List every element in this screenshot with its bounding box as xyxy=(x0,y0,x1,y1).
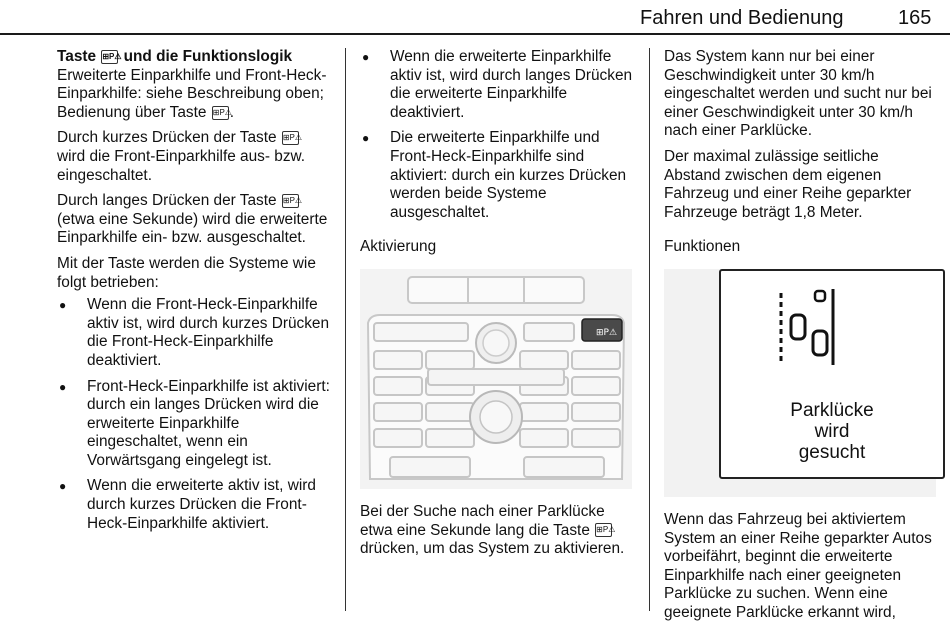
paragraph-text-end: (etwa eine Sekunde) wird die erweiterte Einparkhilfe ein- bzw. ausgeschaltet. xyxy=(57,210,328,247)
paragraph: Das System kann nur bei einer Geschwindigkeit unter 30 km/h eingeschaltet werden und sucht nur bei einer Geschwindigkeit unter 30 km/h nach einer Parklücke. xyxy=(664,48,932,140)
running-header-title: Fahren und Bedienung xyxy=(640,7,844,29)
paragraph xyxy=(57,192,332,248)
paragraph-text-end: wird die Front-Einparkhilfe aus- bzw. eingeschaltet. xyxy=(57,147,306,184)
list-item: ● Wenn die Front-Heck-Einparkhilfe aktiv ist, wird durch kurzes Drücken die Front-Heck-Einparkhilfe deaktiviert. xyxy=(57,296,332,370)
page-number: 165 xyxy=(898,7,932,29)
paragraph: Mit der Taste werden die Systeme wie folgt betrieben: xyxy=(57,254,316,291)
paragraph xyxy=(57,67,332,123)
column-divider-1 xyxy=(345,48,346,611)
message-line: wird xyxy=(814,420,850,442)
display-message xyxy=(721,400,943,463)
caption-text: Bei der Suche nach einer Parklücke etwa eine Sekunde lang die Taste xyxy=(360,502,605,539)
parking-display xyxy=(719,269,945,479)
console-drawing xyxy=(360,269,632,489)
paragraph xyxy=(57,129,332,185)
park-assist-key-icon: ⊞P⚠ xyxy=(101,50,118,64)
list-item: ● Wenn die erweiterte Einparkhilfe aktiv ist, wird durch langes Drücken die erweiterte Einparkhilfe deaktiviert. xyxy=(360,48,635,122)
message-line: gesucht xyxy=(798,441,866,463)
caption-text-end: drücken, um das System zu aktivieren. xyxy=(360,540,625,558)
section-heading-aktivierung: Aktivierung xyxy=(360,238,437,256)
section-heading-funktionen: Funktionen xyxy=(664,238,741,256)
paragraph: Wenn das Fahrzeug bei aktiviertem System an einer Reihe geparkter Autos vorbeifährt, beginnt die erweiterte Einparkhilfe nach einer geeigneten Parklücke zu suchen. Wenn eine geeignete Parklücke erkannt wird, xyxy=(664,510,932,621)
heading-text: Taste xyxy=(57,48,97,65)
paragraph-text: Erweiterte Einparkhilfe und Front-Heck-Einparkhilfe: siehe Beschreibung oben; Bedienung über Taste xyxy=(57,66,327,121)
paragraph: Der maximal zulässige seitliche Abstand zwischen dem eigenen Fahrzeug und einer Reihe geparkter Fahrzeuge beträgt 1,8 Meter. xyxy=(664,147,912,221)
park-assist-key-icon: ⊞P⚠ xyxy=(282,194,299,208)
paragraph-text: Durch langes Drücken der Taste xyxy=(57,192,277,210)
message-line: Parklücke xyxy=(790,399,874,421)
column-1 xyxy=(57,48,332,540)
column-divider-2 xyxy=(649,48,650,611)
bullet-list xyxy=(360,48,635,222)
section-heading-taste xyxy=(57,48,332,67)
park-assist-key-icon: ⊞P⚠ xyxy=(282,131,299,145)
park-assist-key-icon: ⊞P⚠ xyxy=(212,106,229,120)
park-assist-key-icon: ⊞P⚠ xyxy=(595,523,612,537)
svg-text:⊞P⚠: ⊞P⚠ xyxy=(596,327,618,338)
display-figure xyxy=(664,269,936,497)
figure-caption xyxy=(360,503,635,559)
column-3 xyxy=(664,48,936,630)
bullet-list xyxy=(57,296,332,533)
paragraph-text: Durch kurzes Drücken der Taste xyxy=(57,129,277,147)
list-item: ● Front-Heck-Einparkhilfe ist aktiviert: durch ein langes Drücken wird die erweiterte Einparkhilfe eingeschaltet, wenn ein Vorwärtsgang eingelegt ist. xyxy=(57,378,332,471)
header-rule xyxy=(0,33,950,35)
parking-scene-graphic xyxy=(721,285,943,395)
list-item: ● Die erweiterte Einparkhilfe und Front-Heck-Einparkhilfe sind aktiviert: durch ein kurzes Drücken werden beide Systeme ausgeschaltet. xyxy=(360,129,635,222)
paragraph-end: . xyxy=(229,103,235,121)
list-item: ● Wenn die erweiterte aktiv ist, wird durch kurzes Drücken die Front-Heck-Einparkhilfe aktiviert. xyxy=(57,477,332,533)
center-console-illustration xyxy=(360,269,632,489)
heading-text-end: und die Funktionslogik xyxy=(123,48,293,65)
column-2 xyxy=(360,48,635,566)
